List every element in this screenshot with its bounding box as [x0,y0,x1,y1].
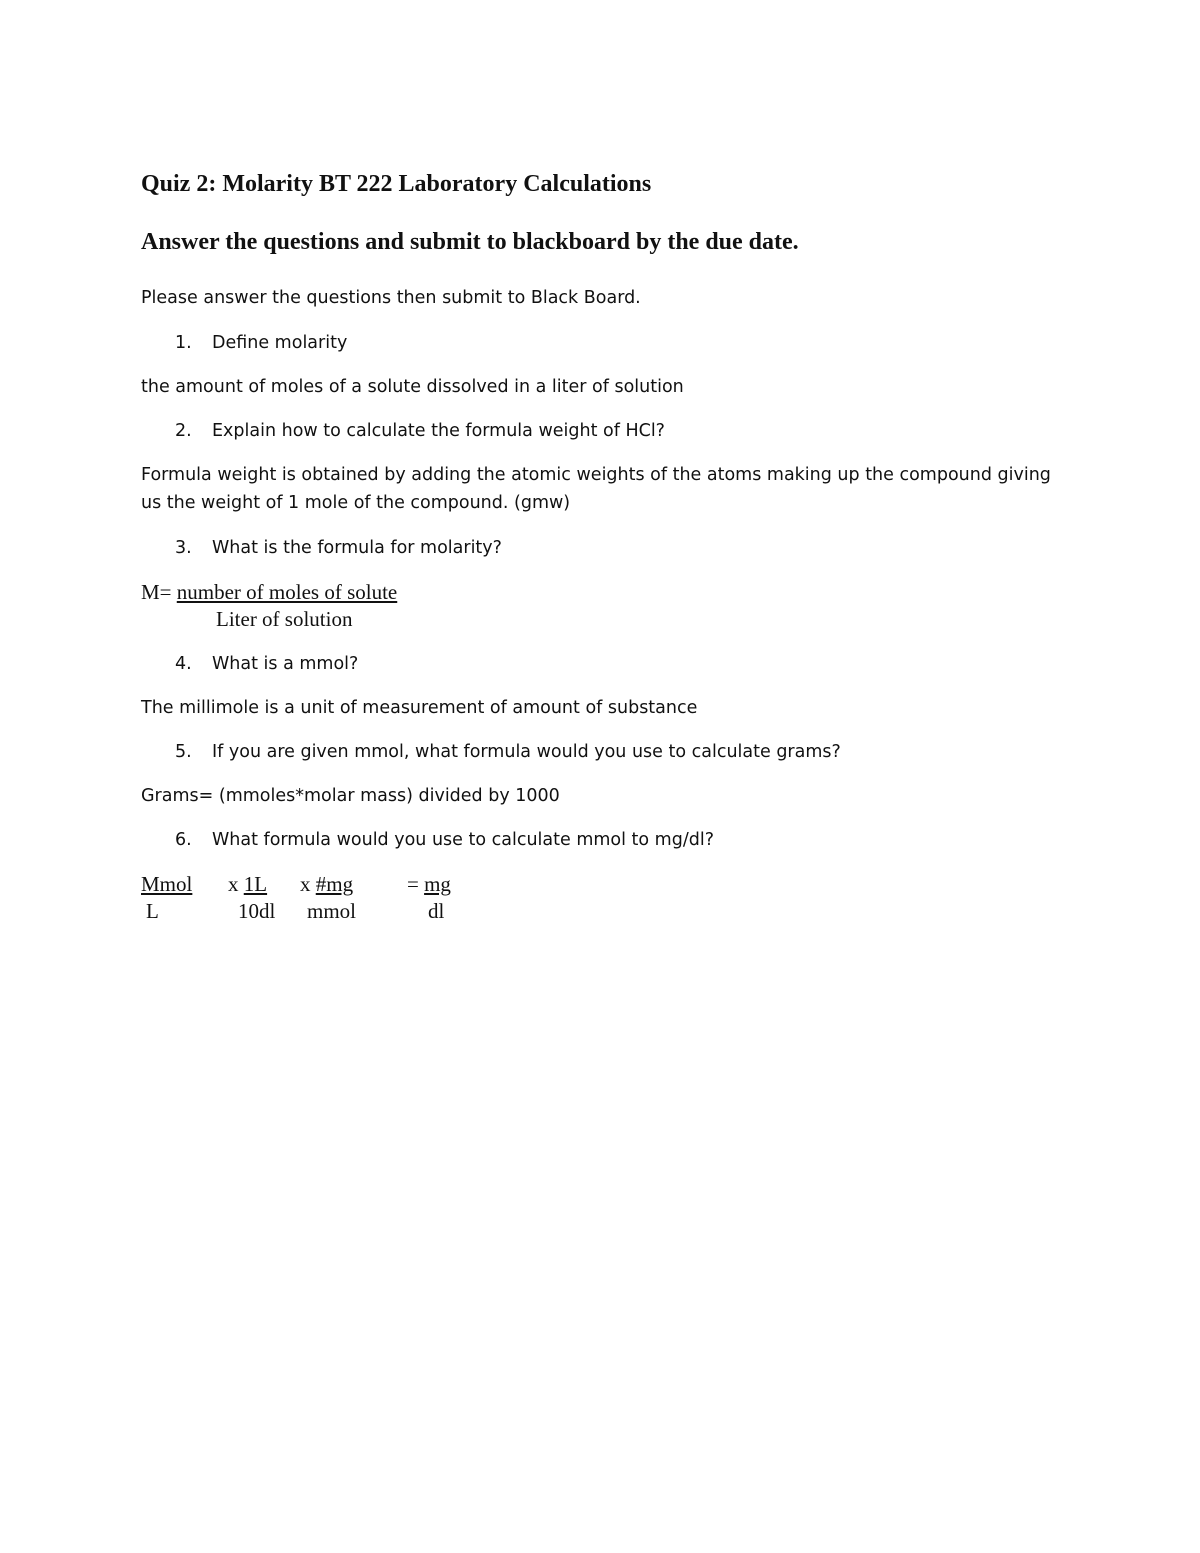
operator: x [300,872,316,896]
question-text: What formula would you use to calculate mmol to mg/dl? [212,830,714,850]
answer-2-line-1: Formula weight is obtained by adding the atomic weights of the atoms making up the compound giving [141,465,1051,485]
question-3 [175,538,502,558]
molarity-formula-numerator-line [141,580,397,605]
answer-2-line-2: us the weight of 1 mole of the compound. (gmw) [141,493,571,513]
question-number: 4. [175,654,192,674]
question-number: 1. [175,333,192,353]
question-text: Define molarity [212,333,348,353]
question-text: What is a mmol? [212,654,359,674]
term-2-numerator: 1L [243,872,268,896]
question-text: What is the formula for molarity? [212,538,502,558]
operator: = [407,872,425,896]
formula-numerator: number of moles of solute [176,580,398,604]
question-6 [175,830,714,850]
term-2-denominator: 10dl [238,899,276,923]
question-1 [175,333,347,353]
question-number: 3. [175,538,192,558]
question-text: If you are given mmol, what formula would you use to calculate grams? [212,742,841,762]
term-1-numerator: Mmol [141,872,193,896]
answer-5: Grams= (mmoles*molar mass) divided by 1000 [141,786,560,806]
question-5 [175,742,841,762]
instructions-text: Please answer the questions then submit to Black Board. [141,288,641,308]
term-4-numerator: mg [424,872,451,896]
question-4 [175,654,358,674]
term-4-denominator: dl [428,899,445,923]
formula-denominator: Liter of solution [216,607,353,631]
term-2-numerator-line [228,872,267,897]
term-4-numerator-line [407,872,451,897]
answer-4: The millimole is a unit of measurement of amount of substance [141,698,698,718]
question-text: Explain how to calculate the formula weight of HCl? [212,421,665,441]
term-3-denominator: mmol [307,899,357,923]
question-2 [175,421,665,441]
question-number: 2. [175,421,192,441]
term-3-numerator-line [300,872,353,897]
term-3-numerator: #mg [315,872,354,896]
question-number: 6. [175,830,192,850]
question-number: 5. [175,742,192,762]
operator: x [228,872,244,896]
quiz-title: Quiz 2: Molarity BT 222 Laboratory Calculations [141,171,652,197]
quiz-subtitle: Answer the questions and submit to blackboard by the due date. [141,229,799,255]
formula-prefix: M= [141,580,177,604]
answer-1: the amount of moles of a solute dissolved in a liter of solution [141,377,684,397]
term-1-denominator: L [146,899,159,923]
